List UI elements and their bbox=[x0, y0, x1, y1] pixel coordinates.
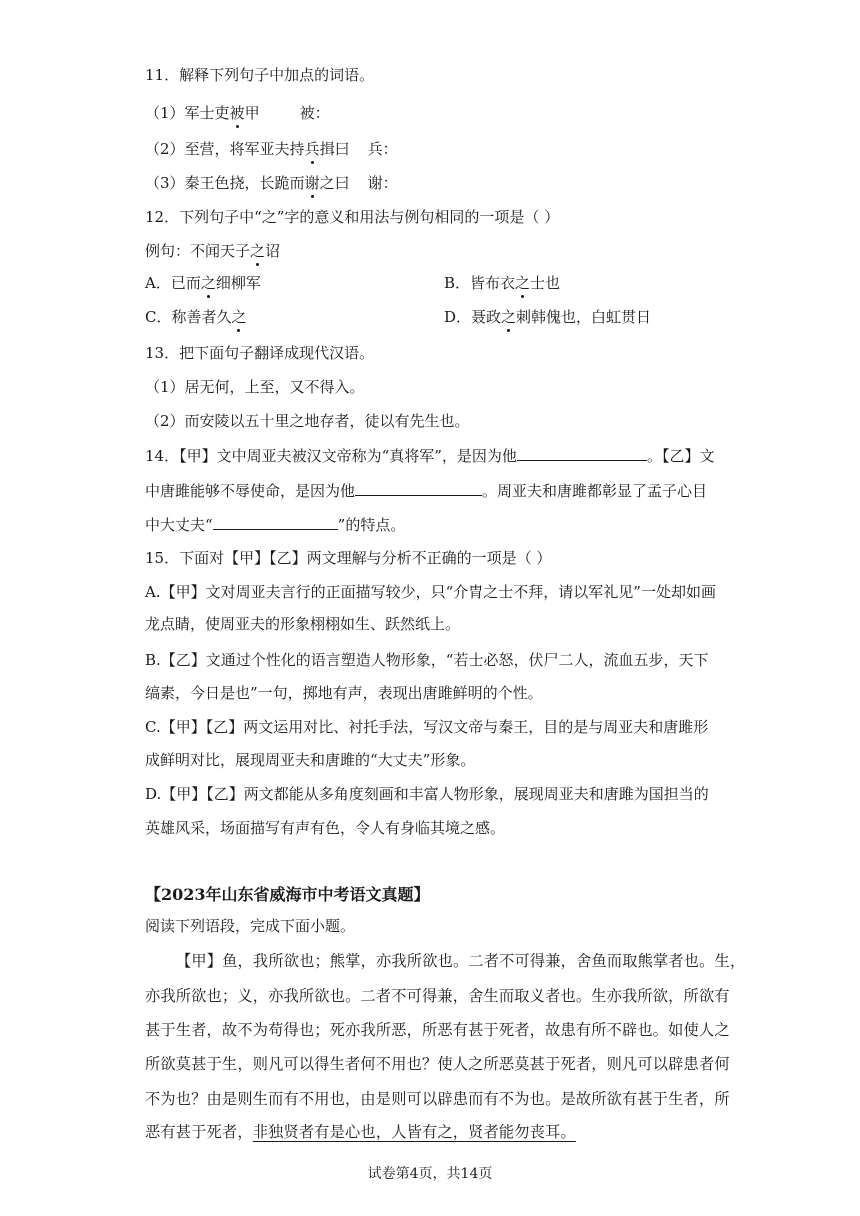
q14-line-1: 14．【甲】文中周亚夫被汉文帝称为“真将军”，是因为他 。【乙】文 bbox=[145, 444, 714, 467]
q13-stem: 13．把下面句子翻译成现代汉语。 bbox=[145, 344, 375, 362]
q11-item-3: （3）秦王色挠，长跪而谢之曰 谢： bbox=[145, 174, 398, 192]
q12-example: 例句：不闻天子之诏 bbox=[145, 242, 281, 260]
passage-line-3: 甚于生者，故不为苟得也；死亦我所恶，所恶有甚于死者，故患有所不辟也。如使人之 bbox=[145, 1021, 730, 1039]
answer-blank-2[interactable] bbox=[355, 479, 482, 496]
q13-item-2: （2）而安陵以五十里之地存者，徒以有先生也。 bbox=[145, 412, 470, 430]
q12-stem: 12．下列句子中“之”字的意义和用法与例句相同的一项是（ ） bbox=[145, 208, 560, 226]
section-title: 【2023年山东省威海市中考语文真题】 bbox=[145, 885, 430, 904]
emphasis-dot-word: 兵 bbox=[304, 140, 320, 158]
q13-item-1: （1）居无何，上至，又不得入。 bbox=[145, 378, 365, 396]
passage-line-5: 不为也？由是则生而有不用也，由是则可以辟患而有不为也。是故所欲有甚于生者，所 bbox=[145, 1090, 730, 1108]
q11-item-2: （2）至营，将军亚夫持兵揖曰 兵： bbox=[145, 140, 398, 158]
answer-blank-3[interactable] bbox=[213, 513, 338, 530]
q12-option-c: C．称善者久之 bbox=[145, 308, 247, 326]
q14-line-2: 中唐雎能够不辱使命，是因为他 。周亚夫和唐雎都彰显了孟子心目 bbox=[145, 479, 707, 502]
q12-option-d: D．聂政之刺韩傀也，白虹贯日 bbox=[444, 308, 652, 326]
passage-line-2: 亦我所欲也；义，亦我所欲也。二者不可得兼，舍生而取义者也。生亦我所欲，所欲有 bbox=[145, 987, 730, 1005]
q12-option-b: B．皆布衣之士也 bbox=[444, 274, 561, 292]
emphasis-dot-word: 被 bbox=[229, 104, 245, 122]
emphasis-dot-word: 之 bbox=[250, 242, 266, 260]
q11-item-1: （1）军士吏被甲 被： bbox=[145, 104, 330, 122]
q11-stem: 11．解释下列句子中加点的词语。 bbox=[145, 66, 375, 84]
page-footer: 试卷第4页，共14页 bbox=[367, 1166, 493, 1182]
q15-option-a-line-1: A.【甲】文对周亚夫言行的正面描写较少，只“介胄之士不拜，请以军礼见”一处却如画 bbox=[145, 583, 716, 601]
q15-stem: 15．下面对【甲】【乙】两文理解与分析不正确的一项是（ ） bbox=[145, 549, 552, 567]
q15-option-c-line-2: 成鲜明对比，展现周亚夫和唐雎的“大丈夫”形象。 bbox=[145, 751, 476, 769]
emphasis-dot-word: 之 bbox=[231, 308, 247, 326]
emphasis-dot-word: 之 bbox=[200, 274, 216, 292]
q14-line-3: 中大丈夫“ ”的特点。 bbox=[145, 513, 405, 536]
q15-option-c-line-1: C.【甲】【乙】两文运用对比、衬托手法，写汉文帝与秦王，目的是与周亚夫和唐雎形 bbox=[145, 718, 709, 736]
q15-option-b-line-1: B.【乙】文通过个性化的语言塑造人物形象，“若士必怒，伏尸二人，流血五步，天下 bbox=[145, 651, 709, 669]
emphasis-dot-word: 之 bbox=[501, 308, 517, 326]
q15-option-d-line-2: 英雄风采，场面描写有声有色，令人有身临其境之感。 bbox=[145, 819, 506, 837]
q12-option-a: A．已而之细柳军 bbox=[145, 274, 261, 292]
answer-blank-1[interactable] bbox=[517, 444, 647, 461]
section-instruction: 阅读下列语段，完成下面小题。 bbox=[145, 917, 356, 935]
q15-option-a-line-2: 龙点睛，使周亚夫的形象栩栩如生、跃然纸上。 bbox=[145, 615, 461, 633]
emphasis-dot-word: 之 bbox=[515, 274, 531, 292]
emphasis-dot-word: 谢 bbox=[304, 174, 320, 192]
q15-option-b-line-2: 缟素，今日是也”一句，掷地有声，表现出唐雎鲜明的个性。 bbox=[145, 684, 543, 702]
passage-line-4: 所欲莫甚于生，则凡可以得生者何不用也？使人之所恶莫甚于死者，则凡可以辟患者何 bbox=[145, 1055, 730, 1073]
passage-line-1: 【甲】鱼，我所欲也；熊掌，亦我所欲也。二者不可得兼，舍鱼而取熊掌者也。生， bbox=[176, 952, 746, 970]
passage-line-6: 恶有甚于死者，非独贤者有是心也，人皆有之，贤者能勿丧耳。 bbox=[145, 1123, 576, 1141]
q15-option-d-line-1: D.【甲】【乙】两文都能从多角度刻画和丰富人物形象，展现周亚夫和唐雎为国担当的 bbox=[145, 785, 709, 803]
underlined-sentence: 非独贤者有是心也，人皆有之，贤者能勿丧耳。 bbox=[252, 1123, 576, 1141]
